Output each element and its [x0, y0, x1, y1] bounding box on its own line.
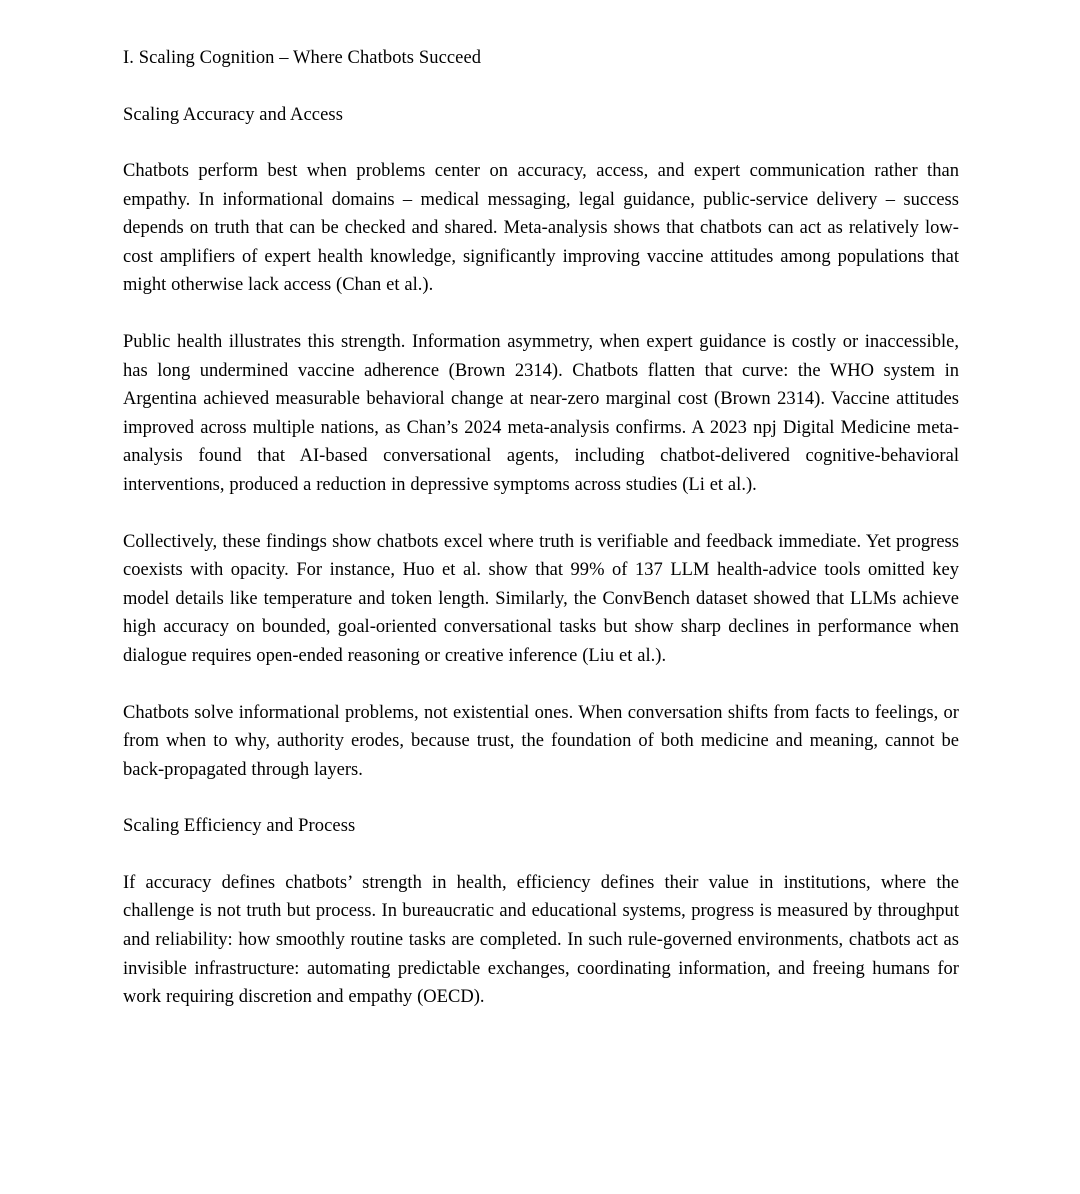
paragraph-collectively-these-findings: Collectively, these findings show chatbots excel where truth is verifiable and feedback immediate. Yet progress coexists with opacity. For instance, Huo et al. show that 99% of 137 LLM health-advice tools omitted key model details like temperature and token length. Similarly, the ConvBench dataset showed that LLMs achieve high accuracy on bounded, goal-oriented conversational tasks but show sharp declines in performance when dialogue requires open-ended reasoning or creative inference (Liu et al.). — [123, 531, 959, 666]
paragraph-public-health-illustrates: Public health illustrates this strength. Information asymmetry, when expert guidance is costly or inaccessible, has long undermined vaccine adherence (Brown 2314). Chatbots flatten that curve: the WHO system in Argentina achieved measurable behavioral change at near-zero marginal cost (Brown 2314). Vaccine attitudes improved across multiple nations, as Chan’s 2024 meta-analysis confirms. A 2023 npj Digital Medicine meta-analysis found that AI-based conversational agents, including chatbot-delivered cognitive-behavioral interventions, produced a reduction in depressive symptoms across studies (Li et al.). — [123, 331, 959, 495]
section-heading-1: I. Scaling Cognition – Where Chatbots Succeed — [123, 48, 482, 68]
paragraph-chatbots-perform-best: Chatbots perform best when problems center on accuracy, access, and expert communication rather than empathy. In informational domains – medical messaging, legal guidance, public-service delivery – success depends on truth that can be checked and shared. Meta-analysis shows that chatbots can act as relatively low-cost amplifiers of expert health knowledge, significantly improving vaccine attitudes among populations that might otherwise lack access (Chan et al.). — [123, 161, 959, 296]
subsection-heading-scaling-accuracy-and-access: Scaling Accuracy and Access — [123, 104, 343, 125]
paragraph-chatbots-solve-informational: Chatbots solve informational problems, not existential ones. When conversation shifts from facts to feelings, or from when to why, authority erodes, because trust, the foundation of both medicine and meaning, cannot be back-propagated through layers. — [123, 702, 959, 780]
document-body — [123, 44, 959, 1012]
paragraph-if-accuracy-defines: If accuracy defines chatbots’ strength in health, efficiency defines their value in institutions, where the challenge is not truth but process. In bureaucratic and educational systems, progress is measured by throughput and reliability: how smoothly routine tasks are completed. In such rule-governed environments, chatbots act as invisible infrastructure: automating predictable exchanges, coordinating information, and freeing humans for work requiring discretion and empathy (OECD). — [123, 872, 959, 1008]
subsection-heading-scaling-efficiency-and-process: Scaling Efficiency and Process — [123, 816, 356, 837]
